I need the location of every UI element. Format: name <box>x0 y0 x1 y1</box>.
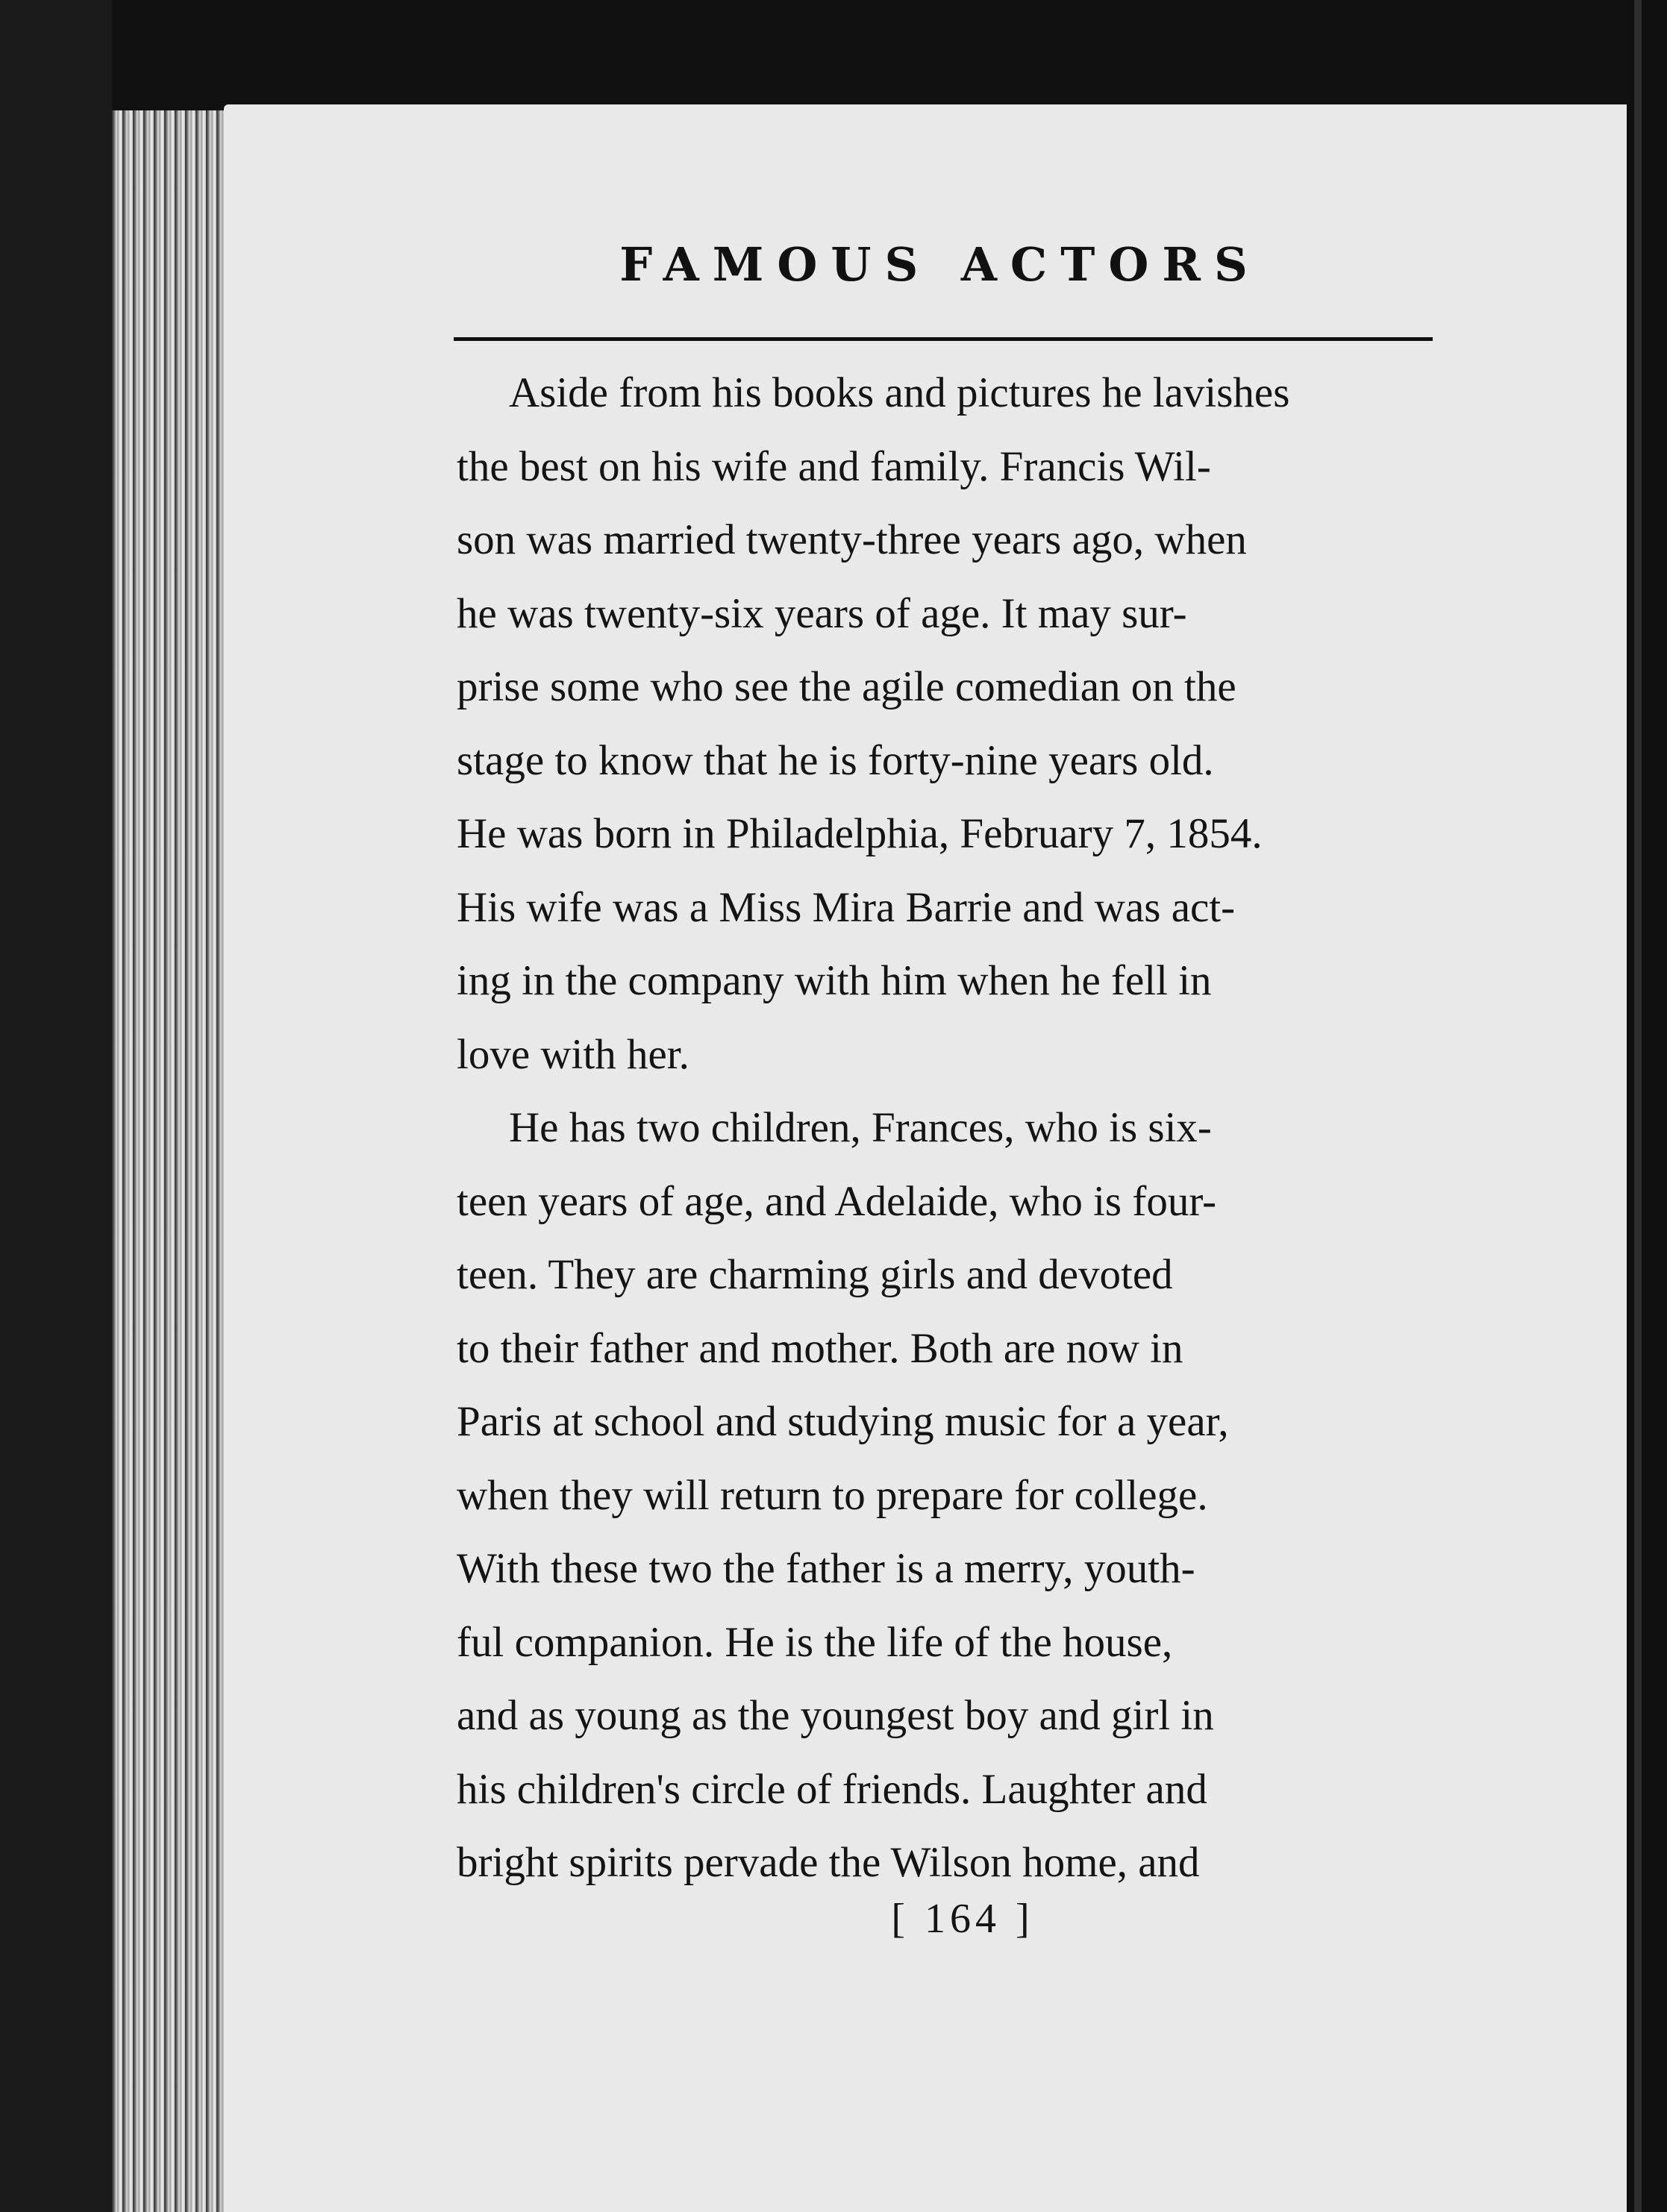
text-line: Aside from his books and pictures he lavishes <box>509 369 1290 416</box>
text-line: His wife was a Miss Mira Barrie and was act- <box>457 883 1236 931</box>
text-line: he was twenty-six years of age. It may sur- <box>457 589 1187 637</box>
paragraph-2 <box>457 1091 1434 1900</box>
running-head: FAMOUS ACTORS <box>619 237 1261 292</box>
text-line: son was married twenty-three years ago, when <box>457 516 1247 563</box>
text-line: prise some who see the agile comedian on the <box>457 663 1236 710</box>
text-line: when they will return to prepare for college. <box>457 1471 1208 1519</box>
text-line: With these two the father is a merry, youth- <box>457 1545 1195 1592</box>
book-page-edges <box>112 110 231 2212</box>
text-line: bright spirits pervade the Wilson home, and <box>457 1839 1200 1886</box>
body-text <box>457 357 1434 1900</box>
page-number: [ 164 ] <box>891 1896 1034 1942</box>
text-line: to their father and mother. Both are now in <box>457 1324 1183 1372</box>
scan-border-right <box>1627 0 1667 2212</box>
scan-border-top <box>0 0 1667 112</box>
text-line: Paris at school and studying music for a year, <box>457 1398 1229 1445</box>
text-line: teen years of age, and Adelaide, who is four- <box>457 1177 1217 1225</box>
text-line: ful companion. He is the life of the house, <box>457 1618 1173 1666</box>
header-rule <box>454 337 1433 341</box>
text-line: the best on his wife and family. Francis Wil- <box>457 442 1211 490</box>
paragraph-1 <box>457 357 1434 1091</box>
text-line: He was born in Philadelphia, February 7, 1854. <box>457 810 1263 857</box>
text-line: ing in the company with him when he fell in <box>457 957 1212 1004</box>
text-line: love with her. <box>457 1030 689 1078</box>
text-line: teen. They are charming girls and devoted <box>457 1251 1173 1298</box>
text-line: stage to know that he is forty-nine years old. <box>457 736 1214 784</box>
text-line: He has two children, Frances, who is six- <box>509 1104 1212 1151</box>
text-line: his children's circle of friends. Laughter and <box>457 1765 1207 1813</box>
text-line: and as young as the youngest boy and girl in <box>457 1692 1214 1739</box>
scan-border-left <box>0 0 112 2212</box>
